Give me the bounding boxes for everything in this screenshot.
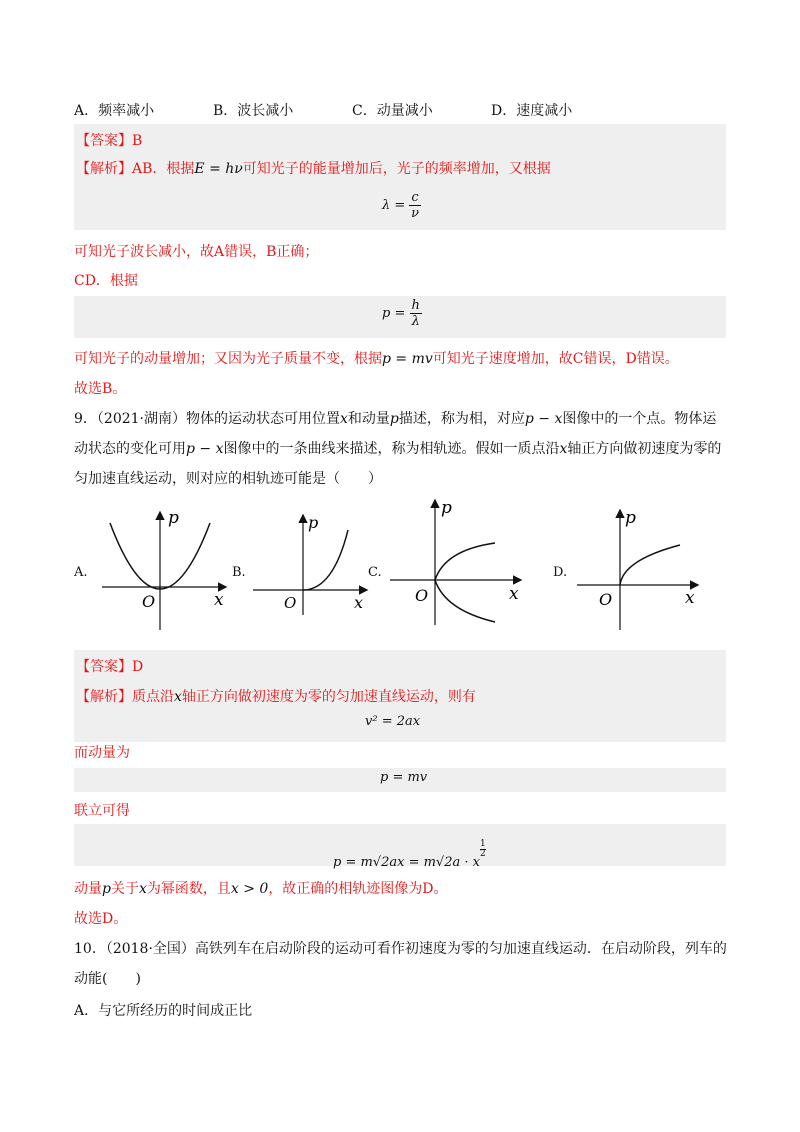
curve [620, 545, 680, 585]
graph-label-a: A. [74, 565, 88, 580]
graph-label-c: C. [368, 565, 382, 580]
graph-label-d: D. [553, 565, 568, 580]
origin-label: O [599, 590, 613, 609]
q8-answer: 【答案】B [76, 133, 143, 149]
x-label: x [685, 588, 695, 608]
q10-line2: 动能( ) [74, 971, 141, 987]
q9-analysis-line1: 【解析】质点沿x轴正方向做初速度为零的匀加速直线运动，则有 [76, 689, 476, 705]
q9-analysis-line2: 而动量为 [74, 745, 130, 761]
graph-b [248, 510, 378, 620]
q8-analysis-line3: CD．根据 [74, 273, 138, 289]
q8-option-a: A．频率减小 [74, 103, 155, 119]
origin-label: O [415, 586, 429, 605]
q8-analysis-line1: 【解析】AB．根据E = hν可知光子的能量增加后，光子的频率增加，又根据 [76, 161, 551, 177]
analysis-tag: 【解析】 [76, 161, 132, 177]
graph-label-b: B. [232, 565, 246, 580]
eq-lambda-c-nu: λ = $\frac{c}{\nu}$ [382, 190, 419, 221]
origin-label: O [142, 592, 156, 611]
q9-line3: 匀加速直线运动，则对应的相轨迹可能是（ ） [74, 471, 382, 487]
graph-c [385, 495, 535, 630]
graph-d [575, 505, 705, 635]
q8-option-b: B．波长减小 [213, 103, 294, 119]
q9-answer: 【答案】D [76, 659, 144, 675]
q8-option-c: C．动量减小 [352, 103, 433, 119]
p-label: p [168, 508, 179, 528]
q9-analysis-line4: 动量p关于x为幂函数，且x > 0，故正确的相轨迹图像为D。 [74, 881, 448, 897]
x-label: x [509, 584, 519, 604]
q8-analysis-line2: 可知光子波长减小，故A错误，B正确； [74, 244, 319, 260]
x-label: x [214, 590, 224, 610]
q8-option-d: D．速度减小 [491, 103, 573, 119]
q9-analysis-line3: 联立可得 [74, 803, 130, 819]
eq-p-h-lambda: p = $\frac{h}{\lambda}$ [382, 298, 420, 329]
x-label: x [354, 593, 364, 612]
eq-p-mv: p = mv [380, 770, 428, 785]
curve [303, 530, 348, 590]
p-label: p [441, 498, 452, 518]
q8-analysis-line4: 可知光子的动量增加；又因为光子质量不变，根据p = mv可知光子速度增加，故C错误，D错误。 [74, 351, 679, 367]
graph-a [90, 505, 240, 635]
curve [435, 543, 495, 622]
q8-analysis-line5: 故选B。 [74, 381, 127, 397]
p-label: p [308, 513, 319, 532]
eq-p-sqrt: p = m√2ax = m√2a · x $^{\frac{1}{2}}$ [333, 839, 486, 870]
q10-line1: 10．（2018·全国）高铁列车在启动阶段的运动可看作初速度为零的匀加速直线运动．在启动阶段，列车的 [74, 941, 727, 957]
p-label: p [625, 508, 636, 528]
q10-option-a: A．与它所经历的时间成正比 [74, 1003, 253, 1019]
eq-v2-2ax: v² = 2ax [365, 714, 421, 729]
q9-line2: 动状态的变化可用p − x图像中的一条曲线来描述，称为相轨迹。假如一质点沿x轴正方向做初速度为零的 [74, 441, 722, 457]
formula-e-hv: E = hν [194, 161, 243, 177]
origin-label: O [284, 594, 297, 612]
q9-line1: 9．（2021·湖南）物体的运动状态可用位置x和动量p描述，称为相，对应p − x图像中的一个点。物体运 [74, 411, 717, 427]
q9-analysis-line5: 故选D。 [74, 911, 128, 927]
